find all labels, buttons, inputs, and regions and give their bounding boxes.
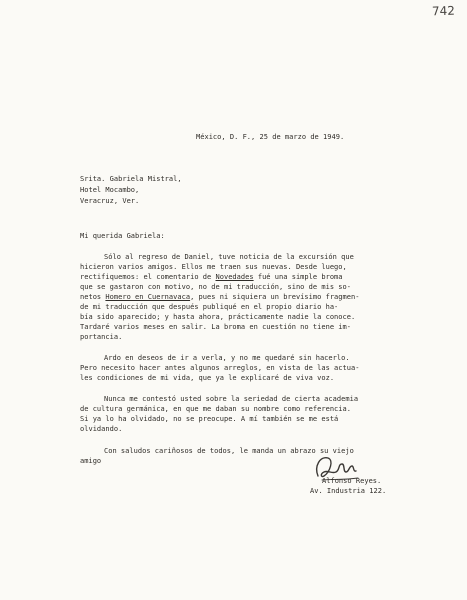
body-line: Si ya lo ha olvidado, no se preocupe. A mí también se me está (80, 415, 339, 423)
underlined-title: Novedades (215, 273, 254, 281)
body-line: de cultura germánica, en que me daban su nombre como referencia. (80, 405, 351, 413)
body-line: de mi traducción que después publiqué en el propio diario ha- (80, 303, 339, 311)
body-line: Ardo en deseos de ir a verla, y no me quedaré sin hacerlo. (104, 354, 350, 362)
recipient-line: Hotel Mocambo, (80, 186, 140, 194)
body-line: olvidando. (80, 425, 123, 433)
body-line: portancia. (80, 333, 123, 341)
body-line: Nunca me contestó usted sobre la seriedad de cierta academia (104, 395, 359, 403)
body-line: Sólo al regreso de Daniel, tuve noticia de la excursión que (104, 253, 354, 261)
body-line: hicieron varios amigos. Ellos me traen sus nuevas. Desde luego, (80, 263, 347, 271)
body-line: Tardaré varios meses en salir. La broma en cuestión no tiene im- (80, 323, 351, 331)
closing-line: amigo (80, 457, 102, 465)
body-line: les condiciones de mi vida, que ya le explicaré de viva voz. (80, 374, 335, 382)
body-line: Pero necesito hacer antes algunos arreglos, en vista de las actua- (80, 364, 360, 372)
body-line: netos Homero en Cuernavaca, pues ni siquiera un brevísimo fragmen- (80, 293, 360, 301)
body-line: bía sido aparecido; y hasta ahora, prácticamente nadie la conoce. (80, 313, 356, 321)
body-line: rectifiquemos: el comentario de Novedades fué una simple broma (80, 273, 343, 281)
date-line: México, D. F., 25 de marzo de 1949. (196, 133, 345, 141)
archive-number: 742 (431, 3, 456, 19)
signature-name: Alfonso Reyes. (322, 477, 382, 485)
recipient-line: Srita. Gabriela Mistral, (80, 175, 182, 183)
recipient-line: Veracruz, Ver. (80, 197, 140, 205)
body-line: que se gastaron con motivo, no de mi traducción, sino de mis so- (80, 283, 351, 291)
signature-address: Av. Industria 122. (310, 487, 387, 495)
underlined-title: Homero en Cuernavaca (105, 293, 191, 301)
salutation: Mi querida Gabriela: (80, 232, 165, 240)
closing-line: Con saludos cariñosos de todos, le manda un abrazo su viejo (104, 447, 354, 455)
